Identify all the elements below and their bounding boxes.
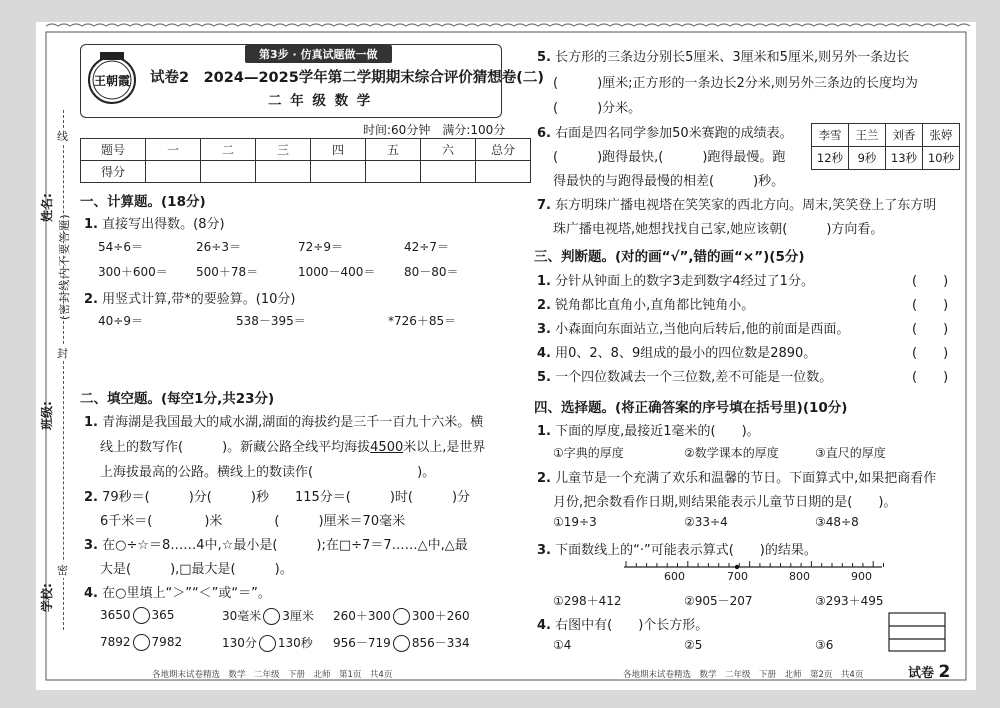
fill-3-line-1: 3. 在○÷☆＝8……4中,☆最小是( );在□÷7＝7……△中,△最: [84, 538, 468, 553]
judge-answer-paren[interactable]: ( ): [912, 346, 949, 361]
race-time: 13秒: [886, 147, 923, 170]
choice-option[interactable]: ①字典的厚度: [553, 446, 624, 460]
compare-item: [222, 607, 314, 625]
right-q5-text-b: ( )厘米;正方形的一条边长2分米,则另外三条边的长度均为: [553, 76, 918, 91]
score-header-cell: 五: [366, 139, 421, 161]
fill-3-text-b: 大是( ),□最大是( )。: [100, 562, 293, 577]
seal-line: [63, 110, 64, 630]
fill-1-text-b: 线上的数写作( )。新藏公路全线平均海拔: [100, 440, 371, 455]
axis-label: 700: [727, 570, 748, 583]
judge-text: 锐角都比直角小,直角都比钝角小。: [555, 298, 755, 313]
left-footer: 各地期末试卷精选 数学 二年级 下册 北师 第1页 共4页: [152, 670, 393, 680]
section-4-title: 四、选择题。(将正确答案的序号填在括号里)(10分): [534, 400, 848, 416]
right-q7-text-b: 珠广播电视塔,她想找找自己家,她应该朝( )方向看。: [553, 222, 884, 237]
judge-answer-paren[interactable]: ( ): [912, 298, 949, 313]
logo: [82, 44, 142, 116]
compare-left: 956－719: [333, 636, 391, 650]
compare-item: [100, 607, 174, 624]
compare-circle[interactable]: [393, 635, 410, 652]
seal-notice: (密封线内不要答题): [58, 213, 71, 320]
race-names-row: [812, 124, 960, 147]
compare-circle[interactable]: [393, 608, 410, 625]
paper-number: 2: [938, 662, 951, 682]
fill-1-line-1: 1. 青海湖是我国最大的咸水湖,湖面的海拔约是三千一百九十六米。横: [84, 415, 484, 430]
choice-1: 1. 下面的厚度,最接近1毫米的( )。: [537, 424, 760, 439]
right-q6-line-1: 6. 右面是四名同学参加50米赛跑的成绩表。: [537, 126, 793, 141]
fill-4-text: 在○里填上“＞”“＜”或“＝”。: [102, 586, 271, 601]
judge-item: 5. 一个四位数减去一个三位数,差不可能是一位数。: [537, 370, 833, 385]
choice-option[interactable]: ③直尺的厚度: [815, 446, 886, 460]
score-table-row: [81, 161, 531, 183]
question-2-text: 用竖式计算,带*的要验算。(10分): [102, 292, 296, 307]
judge-answer-paren[interactable]: ( ): [912, 370, 949, 385]
compare-circle[interactable]: [133, 634, 150, 651]
number-line: [620, 558, 890, 588]
choice-4-text: 右图中有( )个长方形。: [555, 618, 709, 633]
score-header-cell: 二: [201, 139, 256, 161]
choice-option[interactable]: ③293＋495: [815, 594, 884, 608]
score-cell[interactable]: [421, 161, 476, 183]
choice-option[interactable]: ③6: [815, 638, 834, 652]
judge-item: 3. 小森面向东面站立,当他向后转后,他的前面是西面。: [537, 322, 850, 337]
fill-2-line-1: 2. 79秒＝( )分( )秒 115分＝( )时( )分: [84, 490, 471, 505]
judge-answer-paren[interactable]: ( ): [912, 322, 949, 337]
compare-circle[interactable]: [133, 607, 150, 624]
race-time: 12秒: [812, 147, 849, 170]
compare-right: 856－334: [411, 636, 470, 650]
axis-label: 800: [789, 570, 810, 583]
race-name: 刘香: [886, 124, 923, 147]
compare-circle[interactable]: [259, 635, 276, 652]
compare-left: 30毫米: [222, 609, 262, 623]
right-q5-line-1: 5. 长方形的三条边分别长5厘米、3厘米和5厘米,则另外一条边长: [537, 50, 910, 65]
calc-item: 80－80＝: [404, 265, 459, 279]
score-cell[interactable]: [201, 161, 256, 183]
calc-item: 42÷7＝: [404, 240, 449, 254]
right-q6-text-b: ( )跑得最快,( )跑得最慢。跑: [553, 150, 786, 165]
section-2-title: 二、填空题。(每空1分,共23分): [80, 391, 275, 407]
compare-item: [333, 634, 470, 652]
judge-text: 用0、2、8、9组成的最小的四位数是2890。: [555, 346, 817, 361]
exam-subtitle: 二 年 级 数 学: [268, 93, 373, 109]
fill-3-text-a: 在○÷☆＝8……4中,☆最小是( );在□÷7＝7……△中,△最: [102, 538, 468, 553]
score-header-cell: 六: [421, 139, 476, 161]
race-name: 李雪: [812, 124, 849, 147]
compare-right: 365: [151, 608, 175, 622]
choice-option[interactable]: ②905－207: [684, 594, 753, 608]
vertical-calc-item: *726＋85＝: [388, 314, 457, 328]
score-header-cell: 三: [256, 139, 311, 161]
choice-2: 2. 儿童节是一个充满了欢乐和温馨的节日。下面算式中,如果把商看作: [537, 471, 937, 486]
compare-right: 130秒: [277, 636, 313, 650]
race-time: 10秒: [923, 147, 960, 170]
seal-char-feng: 封: [57, 347, 68, 360]
fill-2-text-a: 79秒＝( )分( )秒 115分＝( )时( )分: [102, 490, 471, 505]
school-label: 学校:: [40, 583, 54, 612]
section-3-title: 三、判断题。(对的画“√”,错的画“×”)(5分): [534, 249, 805, 265]
compare-right: 7982: [151, 635, 183, 649]
right-q6-text-c: 得最快的与跑得最慢的相差( )秒。: [553, 174, 785, 189]
fill-1-text-b-tail: 米以上,是世界: [403, 440, 486, 455]
calc-item: 54÷6＝: [98, 240, 143, 254]
question-1: 1. 直接写出得数。(8分): [84, 217, 225, 232]
section-1-title: 一、计算题。(18分): [80, 194, 206, 210]
score-header-cell: 题号: [81, 139, 146, 161]
choice-3-text: 下面数线上的“·”可能表示算式( )的结果。: [555, 543, 817, 558]
score-cell[interactable]: [146, 161, 201, 183]
compare-right: 300＋260: [411, 609, 470, 623]
seal-char-xian: 线: [57, 130, 68, 143]
judge-answer-paren[interactable]: ( ): [912, 274, 949, 289]
choice-option[interactable]: ①298＋412: [553, 594, 622, 608]
choice-1-text: 下面的厚度,最接近1毫米的( )。: [555, 424, 760, 439]
rectangle-figure: [888, 612, 946, 652]
svg-text:王朝霞: 王朝霞: [93, 74, 131, 88]
fill-4-line: 4. 在○里填上“＞”“＜”或“＝”。: [84, 586, 271, 601]
score-row-label: 得分: [81, 161, 146, 183]
choice-option[interactable]: ②5: [684, 638, 703, 652]
fill-2-text-b: 6千米＝( )米 ( )厘米＝70毫米: [100, 514, 406, 529]
compare-item: [222, 634, 313, 652]
judge-item: 4. 用0、2、8、9组成的最小的四位数是2890。: [537, 346, 817, 361]
seal-char-mi: 密: [57, 564, 68, 577]
calc-item: 1000－400＝: [298, 265, 376, 279]
right-q7-line-1: 7. 东方明珠广播电视塔在笑笑家的西北方向。周末,笑笑登上了东方明: [537, 198, 937, 213]
question-1-text: 直接写出得数。(8分): [102, 217, 225, 232]
question-2: 2. 用竖式计算,带*的要验算。(10分): [84, 292, 296, 307]
score-header-cell: 总分: [476, 139, 531, 161]
compare-left: 3650: [100, 608, 131, 622]
compare-right: 3厘米: [282, 609, 314, 623]
paper-tag: [908, 662, 950, 682]
choice-option[interactable]: ①4: [553, 638, 572, 652]
right-footer: 各地期末试卷精选 数学 二年级 下册 北师 第2页 共4页: [623, 670, 864, 680]
choice-2-text-b: 月份,把余数看作日期,则结果能表示儿童节日期的是( )。: [553, 495, 897, 510]
axis-label: 900: [851, 570, 872, 583]
choice-option[interactable]: ②数学课本的厚度: [684, 446, 779, 460]
choice-option[interactable]: ②33÷4: [684, 515, 728, 529]
judge-item: 1. 分针从钟面上的数字3走到数字4经过了1分。: [537, 274, 814, 289]
score-cell[interactable]: [311, 161, 366, 183]
calc-item: 500＋78＝: [196, 265, 259, 279]
compare-left: 260＋300: [333, 609, 391, 623]
score-cell[interactable]: [256, 161, 311, 183]
score-cell[interactable]: [366, 161, 421, 183]
compare-left: 7892: [100, 635, 131, 649]
choice-2-text-a: 儿童节是一个充满了欢乐和温馨的节日。下面算式中,如果把商看作: [555, 471, 937, 486]
score-table-header-row: [81, 139, 531, 161]
fill-1-text-a: 青海湖是我国最大的咸水湖,湖面的海拔约是三千一百九十六米。横: [102, 415, 484, 430]
compare-item: [333, 607, 470, 625]
calc-item: 300＋600＝: [98, 265, 168, 279]
time-score: 时间:60分钟 满分:100分: [363, 123, 506, 137]
calc-item: 72÷9＝: [298, 240, 343, 254]
right-q5-text-a: 长方形的三条边分别长5厘米、3厘米和5厘米,则另外一条边长: [555, 50, 910, 65]
axis-label: 600: [664, 570, 685, 583]
judge-item: 2. 锐角都比直角小,直角都比钝角小。: [537, 298, 755, 313]
right-q6-text-a: 右面是四名同学参加50米赛跑的成绩表。: [555, 126, 793, 141]
altitude-number: 4500: [370, 440, 404, 455]
calc-item: 26÷3＝: [196, 240, 241, 254]
choice-3: 3. 下面数线上的“·”可能表示算式( )的结果。: [537, 543, 817, 558]
score-header-cell: 一: [146, 139, 201, 161]
race-time: 9秒: [849, 147, 886, 170]
compare-item: [100, 634, 182, 651]
compare-left: 130分: [222, 636, 257, 650]
score-cell[interactable]: [476, 161, 531, 183]
choice-4: 4. 右图中有( )个长方形。: [537, 618, 709, 633]
race-times-row: [812, 147, 960, 170]
vertical-calc-item: 40÷9＝: [98, 314, 143, 328]
race-table: [811, 123, 960, 170]
score-header-cell: 四: [311, 139, 366, 161]
paper-tag-text: 试卷: [908, 666, 935, 681]
step-banner: 第3步 · 仿真试题做一做: [245, 45, 392, 63]
judge-text: 分针从钟面上的数字3走到数字4经过了1分。: [555, 274, 814, 289]
fill-1-line-2: [100, 436, 485, 455]
judge-text: 一个四位数减去一个三位数,差不可能是一位数。: [555, 370, 833, 385]
compare-circle[interactable]: [263, 608, 280, 625]
right-q5-text-c: ( )分米。: [553, 101, 642, 116]
judge-text: 小森面向东面站立,当他向后转后,他的前面是西面。: [555, 322, 850, 337]
class-label: 班级:: [40, 401, 54, 430]
race-name: 王兰: [849, 124, 886, 147]
choice-option[interactable]: ①19÷3: [553, 515, 597, 529]
right-q7-text-a: 东方明珠广播电视塔在笑笑家的西北方向。周末,笑笑登上了东方明: [555, 198, 937, 213]
score-table: [80, 138, 531, 183]
choice-option[interactable]: ③48÷8: [815, 515, 859, 529]
exam-title: 试卷2 2024—2025学年第二学期期末综合评价猜想卷(二): [150, 70, 545, 86]
race-name: 张婷: [923, 124, 960, 147]
fill-1-text-c: 上海拔最高的公路。横线上的数读作( )。: [100, 465, 436, 480]
name-label: 姓名:: [40, 193, 54, 222]
vertical-calc-item: 538－395＝: [236, 314, 306, 328]
